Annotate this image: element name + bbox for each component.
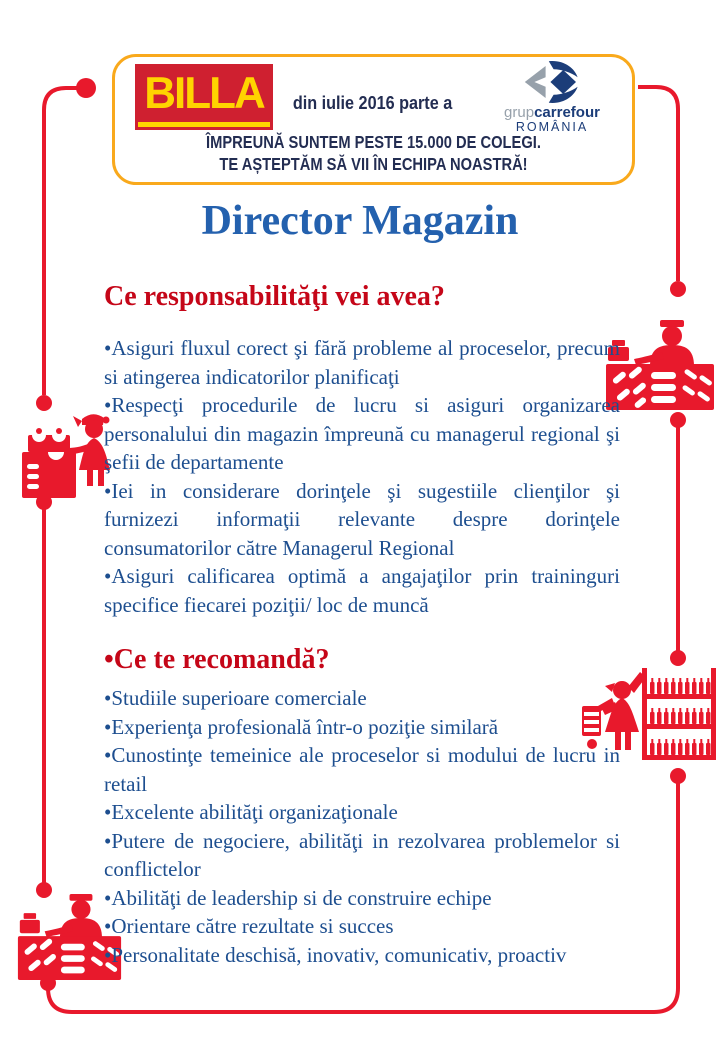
requirements-list (104, 684, 620, 969)
list-item: •Cunostinţe temeinice ale proceselor si modului de lucru in retail (104, 743, 620, 796)
list-item: •Respecţi procedurile de lucru si asiguri organizarea personalului din magazin împreună cu managerul regional şi şefii de departamente (104, 393, 620, 474)
list-item: •Orientare către rezultate si succes (104, 914, 394, 938)
list-item: •Putere de negociere, abilităţi in rezolvarea problemelor si conflictelor (104, 828, 620, 881)
list-item: •Experienţa profesională într-o poziţie similară (104, 714, 499, 739)
carrefour-wordmark: grupcarrefour (504, 104, 600, 121)
billa-logo (135, 64, 273, 130)
list-item: •Abilităţi de leadership si de construire echipe (104, 885, 492, 910)
page-title: Director Magazin (201, 198, 519, 244)
list-item: •Asiguri fluxul corect şi fără probleme al proceselor, precum si atingerea indicatorilor planificaţi (104, 336, 620, 389)
list-item: •Iei in considerare dorinţele şi sugestiile clienţilor şi furnizezi informaţii relevante despre dorinţele consumatorilor către Managerul Regional (104, 478, 620, 560)
partner-banner (112, 54, 635, 185)
billa-logo-text: BILLA (144, 67, 264, 118)
carrefour-country: ROMÂNIA (515, 120, 589, 134)
carrefour-logo-icon (523, 58, 581, 106)
responsibilities-list (104, 334, 620, 619)
section-heading-responsibilities: Ce responsabilităţi vei avea? (104, 281, 445, 312)
banner-slogan (115, 131, 632, 175)
billa-logo-underline (138, 122, 270, 127)
list-item: •Excelente abilităţi organizaţionale (104, 800, 398, 824)
list-item: •Personalitate deschisă, inovativ, comunicativ, proactiv (104, 942, 567, 967)
list-item: •Studiile superioare comerciale (104, 686, 367, 710)
section-heading-requirements: •Ce te recomandă? (104, 644, 330, 675)
partnership-text: din iulie 2016 parte a (293, 93, 453, 113)
slogan-line-1: ÎMPREUNĂ SUNTEM PESTE 15.000 DE COLEGI. (206, 132, 541, 152)
fish-counter-icon (604, 320, 716, 412)
carrefour-logo (476, 58, 628, 134)
slogan-line-2: TE AȘTEPTĂM SĂ VII ÎN ECHIPA NOASTRĂ! (219, 154, 528, 174)
list-item: •Asiguri calificarea optimă a angajaţilor prin traininguri specifice fiecarei poziţii/ loc de muncă (104, 564, 620, 617)
